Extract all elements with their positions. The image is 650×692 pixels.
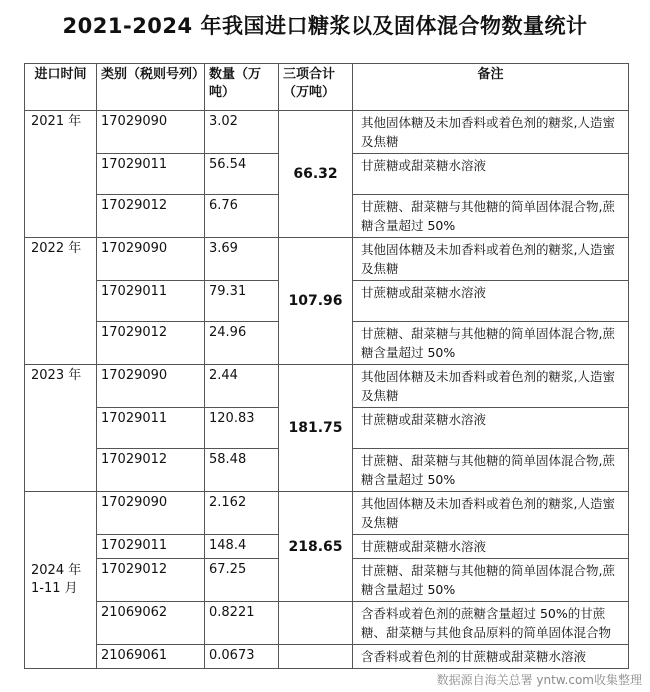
code-cell: 17029012 [97,195,205,238]
note-cell: 其他固体糖及未加香料或着色剂的糖浆,人造蜜及焦糖 [353,365,629,408]
quantity-cell: 2.162 [205,492,279,535]
quantity-cell: 120.83 [205,408,279,449]
code-cell: 17029011 [97,535,205,559]
note-cell: 甘蔗糖或甜菜糖水溶液 [353,535,629,559]
empty-cell [279,645,353,669]
note-cell: 其他固体糖及未加香料或着色剂的糖浆,人造蜜及焦糖 [353,111,629,154]
total-cell: 66.32 [279,111,353,238]
code-cell: 21069061 [97,645,205,669]
quantity-cell: 0.8221 [205,602,279,645]
note-cell: 含香料或着色剂的蔗糖含量超过 50%的甘蔗糖、甜菜糖与其他食品原料的简单固体混合物 [353,602,629,645]
year-cell: 2022 年 [25,238,97,365]
quantity-cell: 58.48 [205,449,279,492]
table-row [25,365,629,408]
quantity-cell: 79.31 [205,281,279,322]
table-row [25,602,629,645]
code-cell: 17029011 [97,281,205,322]
quantity-cell: 148.4 [205,535,279,559]
code-cell: 17029011 [97,154,205,195]
quantity-cell: 3.69 [205,238,279,281]
table-row [25,238,629,281]
note-cell: 其他固体糖及未加香料或着色剂的糖浆,人造蜜及焦糖 [353,238,629,281]
year-cell: 2024 年 1-11 月 [25,492,97,669]
note-cell: 甘蔗糖、甜菜糖与其他糖的简单固体混合物,蔗糖含量超过 50% [353,322,629,365]
empty-cell [279,602,353,645]
quantity-cell: 2.44 [205,365,279,408]
quantity-cell: 3.02 [205,111,279,154]
note-cell: 甘蔗糖、甜菜糖与其他糖的简单固体混合物,蔗糖含量超过 50% [353,559,629,602]
quantity-cell: 24.96 [205,322,279,365]
header-period: 进口时间 [25,64,97,111]
note-cell: 甘蔗糖或甜菜糖水溶液 [353,408,629,449]
note-cell: 甘蔗糖或甜菜糖水溶液 [353,281,629,322]
quantity-cell: 67.25 [205,559,279,602]
quantity-cell: 56.54 [205,154,279,195]
note-cell: 甘蔗糖、甜菜糖与其他糖的简单固体混合物,蔗糖含量超过 50% [353,449,629,492]
header-quantity: 数量（万吨） [205,64,279,111]
code-cell: 17029012 [97,322,205,365]
year-cell: 2023 年 [25,365,97,492]
quantity-cell: 6.76 [205,195,279,238]
code-cell: 21069062 [97,602,205,645]
table-row [25,645,629,669]
code-cell: 17029090 [97,238,205,281]
table-row [25,111,629,154]
page-title: 2021-2024 年我国进口糖浆以及固体混合物数量统计 [62,14,588,38]
note-cell: 甘蔗糖、甜菜糖与其他糖的简单固体混合物,蔗糖含量超过 50% [353,195,629,238]
header-note: 备注 [353,64,629,111]
code-cell: 17029011 [97,408,205,449]
code-cell: 17029090 [97,111,205,154]
code-cell: 17029090 [97,492,205,535]
code-cell: 17029012 [97,449,205,492]
import-statistics-table [24,63,629,669]
total-cell: 181.75 [279,365,353,492]
note-cell: 其他固体糖及未加香料或着色剂的糖浆,人造蜜及焦糖 [353,492,629,535]
code-cell: 17029090 [97,365,205,408]
year-cell: 2021 年 [25,111,97,238]
table-row [25,492,629,535]
table-header-row [25,64,629,111]
total-cell: 107.96 [279,238,353,365]
quantity-cell: 0.0673 [205,645,279,669]
code-cell: 17029012 [97,559,205,602]
source-footer: 数据源自海关总署 yntw.com收集整理 [436,673,642,687]
total-cell: 218.65 [279,492,353,602]
header-category: 类别（税则号列） [97,64,205,111]
note-cell: 甘蔗糖或甜菜糖水溶液 [353,154,629,195]
header-total: 三项合计（万吨） [279,64,353,111]
note-cell: 含香料或着色剂的甘蔗糖或甜菜糖水溶液 [353,645,629,669]
